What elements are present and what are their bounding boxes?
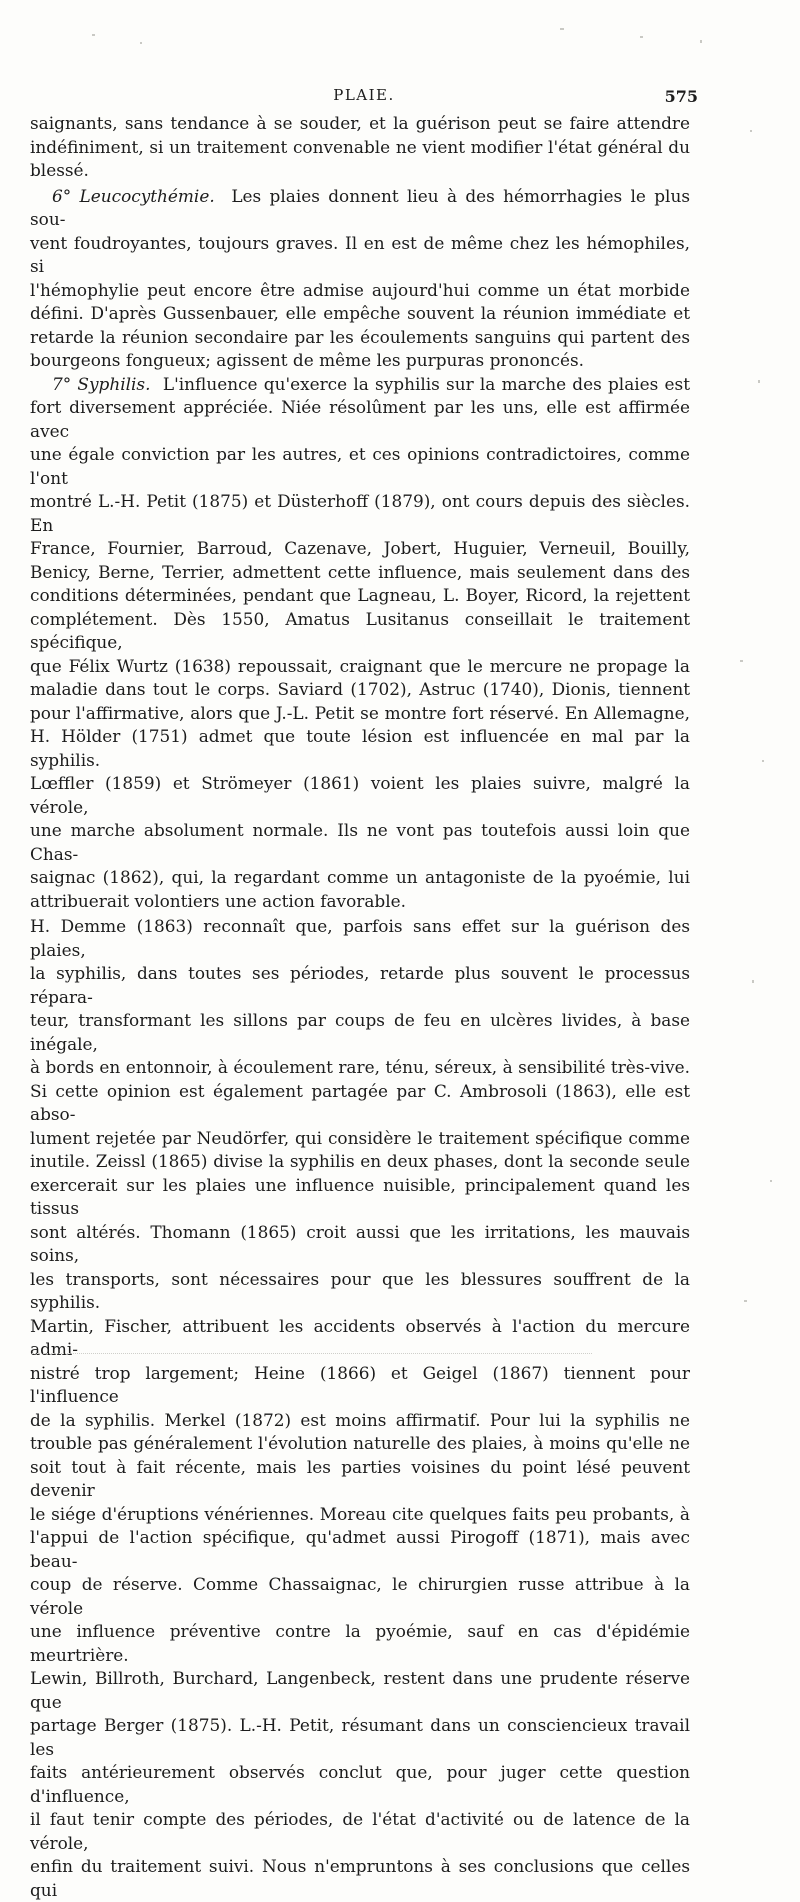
text-line: indéfiniment, si un traitement convenable ne vient modifier l'état général du [30,136,690,157]
paragraph-demme [30,915,690,1902]
text-line: bourgeons fongueux; agissent de même les purpuras prononcés. [30,350,585,370]
text-line: exercerait sur les plaies une influence nuisible, principalement quand les tissus [30,1174,690,1218]
text-line: le siége d'éruptions vénériennes. Moreau cite quelques faits peu probants, à [30,1503,690,1524]
text-line: faits antérieurement observés conclut que, pour juger cette question d'influence, [30,1762,690,1806]
text-line: trouble pas généralement l'évolution naturelle des plaies, à moins qu'elle ne [30,1433,690,1453]
text-line: saignants, sans tendance à se souder, et la guérison peut se faire attendre [30,113,690,133]
text-line: il faut tenir compte des périodes, de l'état d'activité ou de latence de la vérole, [30,1809,690,1853]
text-line: une marche absolument normale. Ils ne vont pas toutefois aussi loin que Chas- [30,820,690,864]
text-line: Si cette opinion est également partagée par C. Ambrosoli (1863), elle est abso- [30,1080,690,1124]
text-line: H. Demme (1863) reconnaît que, parfois sans effet sur la guérison des plaies, [30,916,690,960]
running-title: PLAIE. [333,86,395,104]
text-line-content: Les plaies donnent lieu à des hémorrhagies le plus sou- [30,185,690,229]
text-line: pour l'affirmative, alors que J.-L. Petit se montre fort réservé. En Allemagne, [30,702,690,723]
text-line: que Félix Wurtz (1638) repoussait, craignant que le mercure ne propage la [30,655,690,676]
text-line: Lewin, Billroth, Burchard, Langenbeck, restent dans une prudente réserve que [30,1668,690,1712]
text-line: H. Hölder (1751) admet que toute lésion est influencée en mal par la syphilis. [30,726,690,770]
text-line: partage Berger (1875). L.-H. Petit, résumant dans un consciencieux travail les [30,1715,690,1759]
text-line: Martin, Fischer, attribuent les accidents observés à l'action du mercure admi- [30,1315,690,1359]
text-line: blessé. [30,160,89,180]
text-line: la syphilis, dans toutes ses périodes, retarde plus souvent le processus répara- [30,963,690,1007]
paragraph-syphilis [30,373,690,914]
text-line: retarde la réunion secondaire par les écoulements sanguins qui partent des [30,326,690,347]
text-line: une influence préventive contre la pyoémie, sauf en cas d'épidémie meurtrière. [30,1621,690,1665]
text-line: une égale conviction par les autres, et ces opinions contradictoires, comme l'ont [30,444,690,488]
section-heading: 6° Leucocythémie. [52,185,215,206]
text-line: lument rejetée par Neudörfer, qui considère le traitement spécifique comme [30,1127,690,1148]
text-line [30,185,690,232]
body-text [30,112,690,1902]
text-line: maladie dans tout le corps. Saviard (1702), Astruc (1740), Dionis, tiennent [30,679,690,699]
text-line: à bords en entonnoir, à écoulement rare, ténu, séreux, à sensibilité très-vive. [30,1057,690,1077]
page-header [30,86,698,110]
text-line: France, Fournier, Barroud, Cazenave, Jobert, Huguier, Verneuil, Bouilly, [30,538,690,558]
text-line: sont altérés. Thomann (1865) croit aussi que les irritations, les mauvais soins, [30,1221,690,1265]
text-line: enfin du traitement suivi. Nous n'empruntons à ses conclusions que celles qui [30,1856,690,1900]
text-line: attribuerait volontiers une action favorable. [30,890,406,911]
text-line: fort diversement appréciée. Niée résolûment par les uns, elle est affirmée avec [30,397,690,441]
text-line: inutile. Zeissl (1865) divise la syphilis en deux phases, dont la seconde seule [30,1151,690,1171]
text-line: saignac (1862), qui, la regardant comme un antagoniste de la pyoémie, lui [30,867,690,887]
paragraph-continuation [30,112,690,183]
text-line: l'appui de l'action spécifique, qu'admet aussi Pirogoff (1871), mais avec beau- [30,1527,690,1571]
text-line: de la syphilis. Merkel (1872) est moins affirmatif. Pour lui la syphilis ne [30,1409,690,1430]
text-line: vent foudroyantes, toujours graves. Il en est de même chez les hémophiles, si [30,232,690,276]
text-line: soit tout à fait récente, mais les parties voisines du point lésé peuvent devenir [30,1456,690,1500]
page-number: 575 [664,87,698,106]
text-line: coup de réserve. Comme Chassaignac, le chirurgien russe attribue à la vérole [30,1574,690,1618]
section-heading: 7° Syphilis. [52,373,151,394]
text-line: Benicy, Berne, Terrier, admettent cette influence, mais seulement dans des [30,561,690,582]
paragraph-leucocythemie [30,185,690,373]
text-line: montré L.-H. Petit (1875) et Düsterhoff (1879), ont cours depuis des siècles. En [30,491,690,535]
text-line: teur, transformant les sillons par coups de feu en ulcères livides, à base inégale, [30,1010,690,1054]
scan-bottom-marks [32,1353,592,1354]
text-line-content: L'influence qu'exerce la syphilis sur la marche des plaies est [162,373,691,394]
text-line: nistré trop largement; Heine (1866) et Geigel (1867) tiennent pour l'influence [30,1362,690,1406]
text-line: Lœffler (1859) et Strömeyer (1861) voient les plaies suivre, malgré la vérole, [30,773,690,817]
text-line: l'hémophylie peut encore être admise aujourd'hui comme un état morbide [30,279,690,300]
text-line: défini. D'après Gussenbauer, elle empêche souvent la réunion immédiate et [30,303,690,323]
text-line: complétement. Dès 1550, Amatus Lusitanus conseillait le traitement spécifique, [30,608,690,652]
text-line: conditions déterminées, pendant que Lagneau, L. Boyer, Ricord, la rejettent [30,585,690,605]
text-line [30,373,690,397]
text-line: les transports, sont nécessaires pour que les blessures souffrent de la syphilis. [30,1268,690,1312]
